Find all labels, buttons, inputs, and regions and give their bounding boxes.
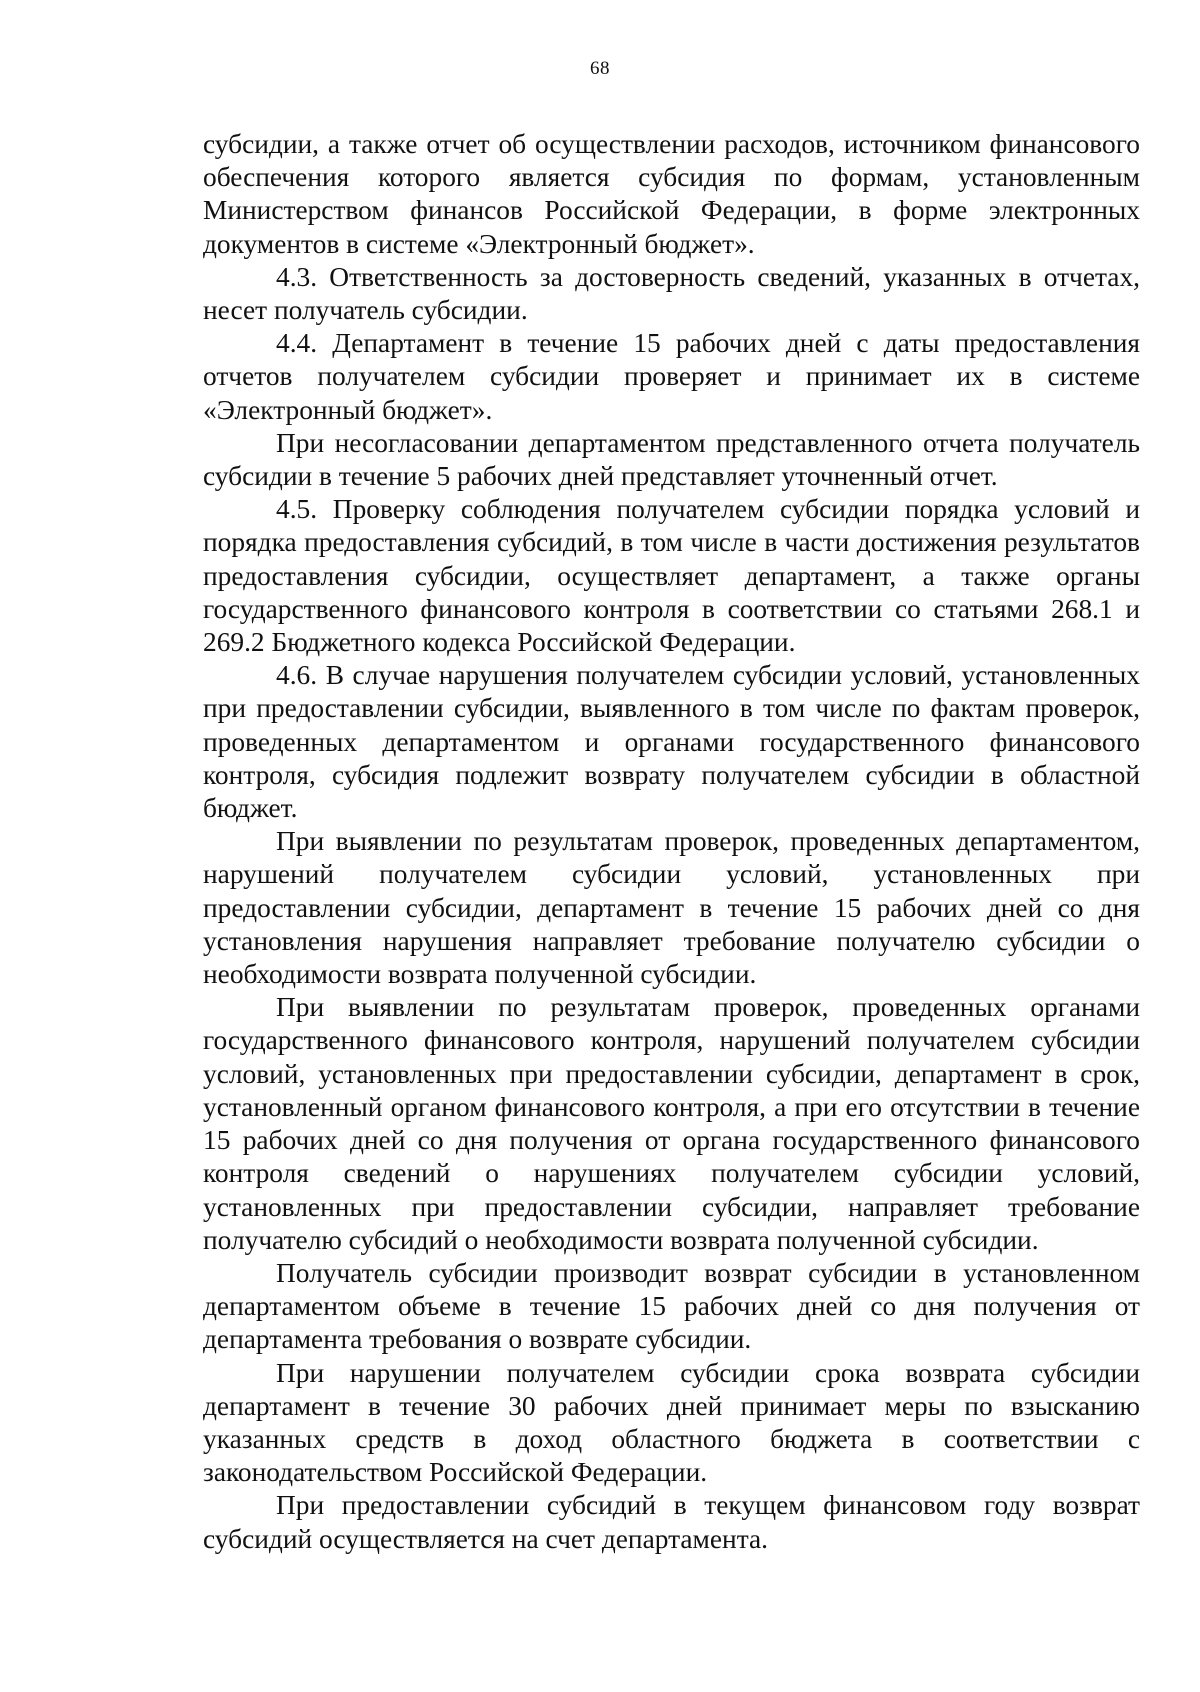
paragraph-4-6: 4.6. В случае нарушения получателем субсидии условий, установленных при предоставлении субсидии, выявленного в том числе по фактам проверок, проведенных департаментом и органами государственного финансового контроля, субсидия подлежит возврату получателем субсидии в областной бюджет.: [203, 660, 1140, 824]
paragraph-4-5: 4.5. Проверку соблюдения получателем субсидии порядка условий и порядка предоставления субсидий, в том числе в части достижения результатов предоставления субсидии, осуществляет департамент, а также органы государственного финансового контроля в соответствии со статьями 268.1 и 269.2 Бюджетного кодекса Российской Федерации.: [203, 494, 1140, 658]
paragraph-4-3: 4.3. Ответственность за достоверность сведений, указанных в отчетах, несет получатель субсидии.: [203, 261, 1140, 326]
paragraph-4-4-clarification: При несогласовании департаментом представленного отчета получатель субсидии в течение 5 рабочих дней представляет уточненный отчет.: [203, 427, 1140, 492]
paragraph-4-4: 4.4. Департамент в течение 15 рабочих дней с даты предоставления отчетов получателем субсидии проверяет и принимает их в системе «Электронный бюджет».: [203, 328, 1140, 425]
paragraph-current-year-return: При предоставлении субсидий в текущем финансовом году возврат субсидий осуществляется на счет департамента.: [203, 1490, 1140, 1554]
paragraph-department-inspection: При выявлении по результатам проверок, проведенных департаментом, нарушений получателем субсидии условий, установленных при предоставлении субсидии, департамент в течение 15 рабочих дней со дня установления нарушения направляет требование получателю субсидии о необходимости возврата полученной субсидии.: [203, 826, 1140, 990]
paragraph-control-inspection: При выявлении по результатам проверок, проведенных органами государственного финансового контроля, нарушений получателем субсидии условий, установленных при предоставлении субсидии, департамент в срок, установленный органом финансового контроля, а при его отсутствии в течение 15 рабочих дней со дня получения от органа государственного финансового контроля сведений о нарушениях получателем субсидии условий, установленных при предоставлении субсидии, направляет требование получателю субсидий о необходимости возврата полученной субсидии.: [203, 992, 1140, 1255]
paragraph-return-procedure: Получатель субсидии производит возврат субсидии в установленном департаментом объеме в течение 15 рабочих дней со дня получения от департамента требования о возврате субсидии.: [203, 1257, 1140, 1355]
paragraph-continuation: субсидии, а также отчет об осуществлении расходов, источником финансового обеспечения которого является субсидия по формам, установленным Министерством финансов Российской Федерации, в форме электронных документов в системе «Электронный бюджет».: [203, 129, 1140, 259]
paragraph-return-violation: При нарушении получателем субсидии срока возврата субсидии департамент в течение 30 рабочих дней принимает меры по взысканию указанных средств в доход областного бюджета в соответствии с законодательством Российской Федерации.: [203, 1357, 1140, 1488]
page-number: 68: [590, 58, 610, 79]
document-body: [203, 128, 1140, 1556]
